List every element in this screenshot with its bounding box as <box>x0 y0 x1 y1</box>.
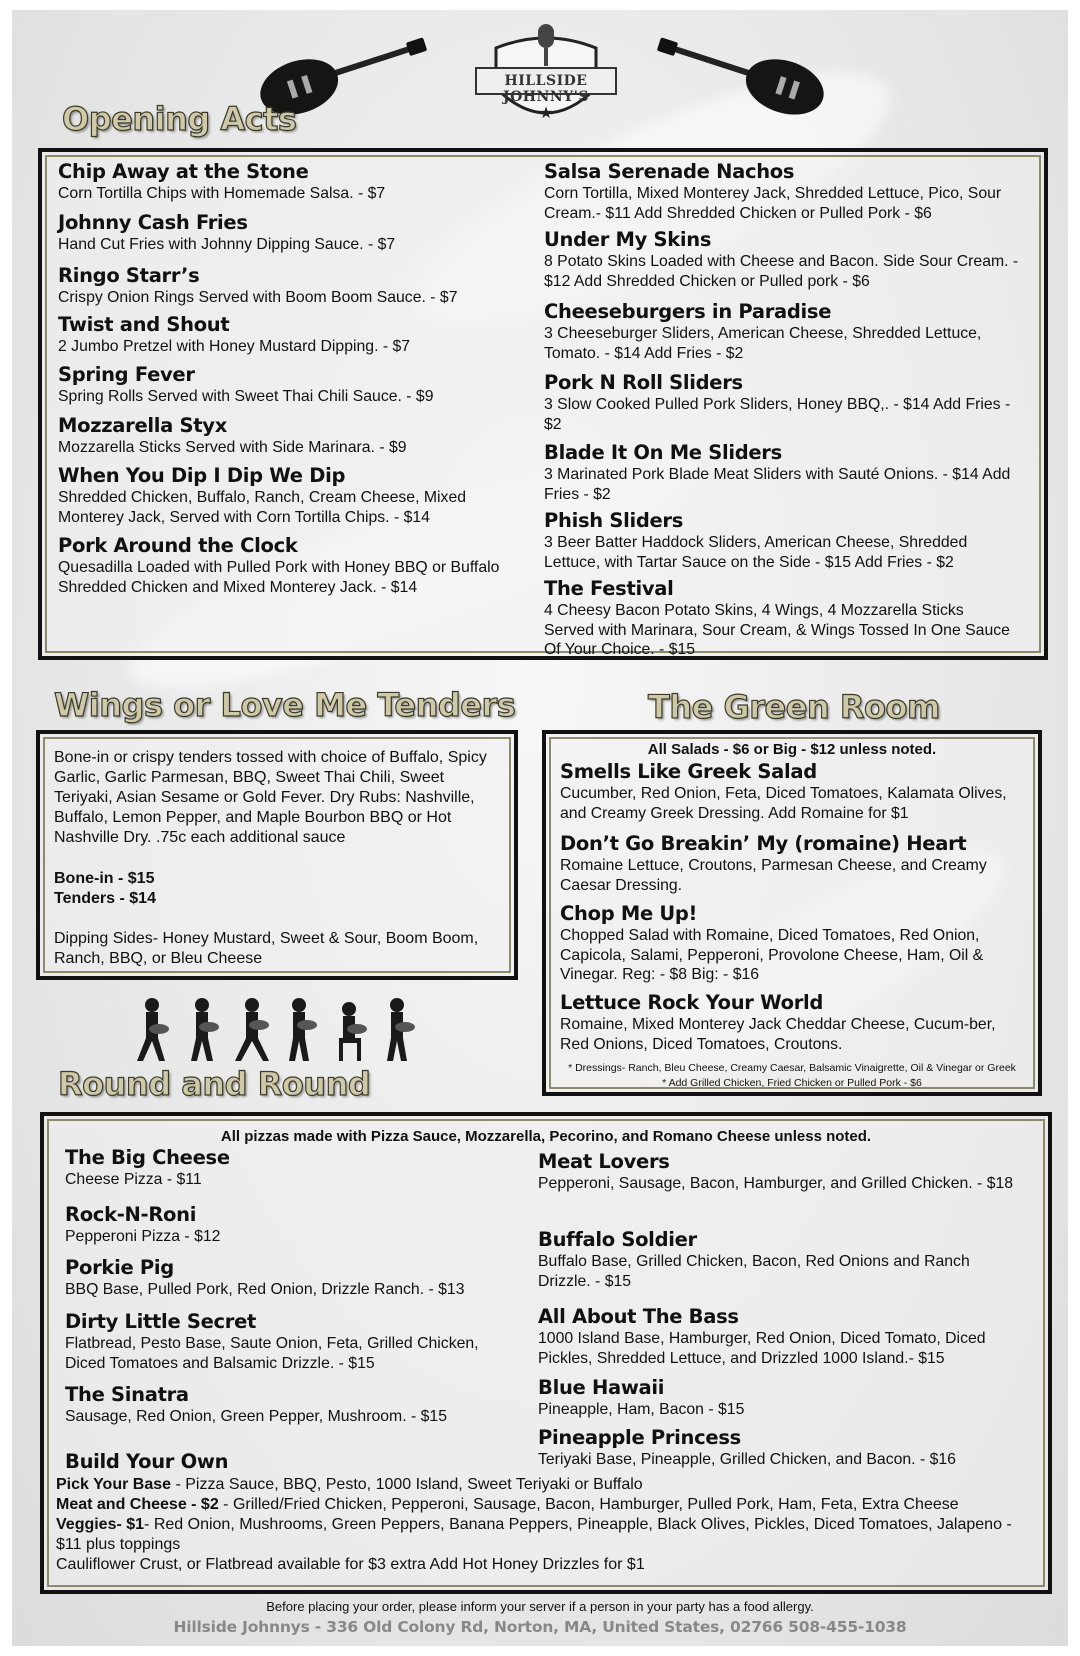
byo-crust-line: Cauliflower Crust, or Flatbread available for $3 extra Add Hot Honey Drizzles for $1 <box>56 1556 645 1573</box>
byo-meat-line <box>56 1495 1046 1515</box>
item-name: Blue Hawaii <box>538 1376 665 1399</box>
allergy-notice: Before placing your order, please inform your server if a person in your party has a food allergy. <box>266 1599 814 1614</box>
item-desc: Cheese Pizza - $11 <box>65 1171 202 1188</box>
item-name: Ringo Starr’s <box>58 264 200 287</box>
item-name: Rock-N-Roni <box>65 1203 197 1226</box>
item-name: Blade It On Me Sliders <box>544 441 782 464</box>
menu-item <box>65 1146 515 1190</box>
address-line: Hillside Johnnys - 336 Old Colony Rd, Norton, MA, United States, 02766 508-455-1038 <box>173 1618 907 1636</box>
item-desc: BBQ Base, Pulled Pork, Red Onion, Drizzle Ranch. - $13 <box>65 1281 465 1298</box>
menu-item <box>65 1203 515 1247</box>
item-name: Meat Lovers <box>538 1150 670 1173</box>
item-desc: Corn Tortilla, Mixed Monterey Jack, Shredded Lettuce, Pico, Sour Cream.- $11 Add Shredded Chicken or Pulled Pork - $6 <box>544 185 1002 222</box>
pizza-note: All pizzas made with Pizza Sauce, Mozzarella, Pecorino, and Romano Cheese unless noted. <box>220 1128 872 1145</box>
item-name: Salsa Serenade Nachos <box>544 160 795 183</box>
item-desc: 3 Beer Batter Haddock Sliders, American Cheese, Shredded Lettuce, with Tartar Sauce on the Side - $15 Add Fries - $2 <box>544 534 968 571</box>
item-desc: Cucumber, Red Onion, Feta, Diced Tomatoes, Kalamata Olives, and Creamy Greek Dressing. Add Romaine for $1 <box>560 785 1007 822</box>
item-name: The Festival <box>544 577 674 600</box>
menu-item <box>538 1150 1018 1194</box>
menu-item <box>544 228 1024 291</box>
item-name: Pineapple Princess <box>538 1426 741 1449</box>
item-desc: Shredded Chicken, Buffalo, Ranch, Cream Cheese, Mixed Monterey Jack, Served with Corn Tortilla Chips. - $14 <box>58 489 467 526</box>
item-name: Spring Fever <box>58 363 195 386</box>
menu-item <box>58 264 518 308</box>
wings-title: Wings or Love Me Tenders <box>54 686 516 724</box>
svg-text:★: ★ <box>538 105 554 122</box>
item-name: All About The Bass <box>538 1305 739 1328</box>
item-desc: Spring Rolls Served with Sweet Thai Chili Sauce. - $9 <box>58 388 434 405</box>
item-desc: 8 Potato Skins Loaded with Cheese and Bacon. Side Sour Cream. - $12 Add Shredded Chicken or Pulled pork - $6 <box>544 253 1019 290</box>
item-desc: 3 Cheeseburger Sliders, American Cheese, Shredded Lettuce, Tomato. - $14 Add Fries - $2 <box>544 325 982 362</box>
menu-item <box>544 300 1024 363</box>
menu-item <box>58 160 518 204</box>
byo-base-text: - Pizza Sauce, BBQ, Pesto, 1000 Island, Sweet Teriyaki or Buffalo <box>171 1476 643 1493</box>
wings-desc: Bone-in or crispy tenders tossed with choice of Buffalo, Spicy Garlic, Garlic Parmesan, BBQ, Sweet Thai Chili, Sweet Teriyaki, Asian Sesame or Gold Fever. Dry Rubs: Nashville, Buffalo, Lemon Pepper, and Maple Bourbon BBQ or Hot Nashville Dry. .75c each additional sauce <box>54 749 487 846</box>
item-name: Johnny Cash Fries <box>58 211 248 234</box>
menu-item <box>58 534 508 597</box>
menu-item <box>58 464 498 527</box>
item-desc: Pineapple, Ham, Bacon - $15 <box>538 1401 745 1418</box>
byo-veg-line <box>56 1515 1016 1555</box>
menu-item <box>544 160 1024 223</box>
menu-item <box>58 313 518 357</box>
menu-item <box>560 832 1030 895</box>
item-desc: Quesadilla Loaded with Pulled Pork with Honey BBQ or Buffalo Shredded Chicken and Mixed Monterey Jack. - $14 <box>58 559 500 596</box>
menu-page <box>12 10 1068 1646</box>
item-name: Pork N Roll Sliders <box>544 371 743 394</box>
menu-item <box>544 509 1024 572</box>
logo <box>466 18 626 138</box>
item-desc: 2 Jumbo Pretzel with Honey Mustard Dipping. - $7 <box>58 338 411 355</box>
item-desc: Chopped Salad with Romaine, Diced Tomatoes, Red Onion, Capicola, Salami, Pepperoni, Provolone Cheese, Ham, Oil & Vinegar. Reg: - $8 Big: - $16 <box>560 927 984 983</box>
menu-item <box>560 991 1020 1054</box>
item-name: Chop Me Up! <box>560 902 698 925</box>
item-desc: Sausage, Red Onion, Green Pepper, Mushroom. - $15 <box>65 1408 447 1425</box>
byo-veg-label: Veggies- $1 <box>56 1516 145 1533</box>
item-desc: Corn Tortilla Chips with Homemade Salsa. - $7 <box>58 185 386 202</box>
bone-in-price: Bone-in - $15 <box>54 870 155 887</box>
menu-item <box>560 902 1030 985</box>
item-name: Chip Away at the Stone <box>58 160 309 183</box>
opening-acts-title: Opening Acts <box>62 100 297 138</box>
item-desc: Teriyaki Base, Pineapple, Grilled Chicken, and Bacon. - $16 <box>538 1451 956 1468</box>
menu-item <box>538 1305 1028 1368</box>
item-name: Phish Sliders <box>544 509 684 532</box>
menu-item <box>58 363 518 407</box>
item-desc: Mozzarella Sticks Served with Side Marinara. - $9 <box>58 439 407 456</box>
item-name: The Sinatra <box>65 1383 189 1406</box>
item-name: Lettuce Rock Your World <box>560 991 824 1014</box>
item-name: The Big Cheese <box>65 1146 230 1169</box>
item-desc: Romaine Lettuce, Croutons, Parmesan Cheese, and Creamy Caesar Dressing. <box>560 857 987 894</box>
menu-item <box>538 1228 1018 1291</box>
menu-item <box>544 441 1034 504</box>
menu-item <box>538 1426 1028 1470</box>
byo-base-line <box>56 1475 1036 1495</box>
item-name: Dirty Little Secret <box>65 1310 257 1333</box>
band-silhouette-icon <box>127 995 427 1065</box>
byo-veg-text: - Red Onion, Mushrooms, Green Peppers, Banana Peppers, Pineapple, Black Olives, Pickles, Diced Tomatoes, Jalapeno - $11 plus toppings <box>56 1516 1012 1553</box>
item-desc: Buffalo Base, Grilled Chicken, Bacon, Red Onions and Ranch Drizzle. - $15 <box>538 1253 970 1290</box>
menu-item <box>65 1256 515 1300</box>
menu-item <box>544 371 1024 434</box>
byo-base-label: Pick Your Base <box>56 1476 172 1493</box>
menu-item <box>65 1383 515 1427</box>
menu-item <box>58 414 518 458</box>
tenders-price: Tenders - $14 <box>54 890 156 907</box>
dipping-sides: Dipping Sides- Honey Mustard, Sweet & Sour, Boom Boom, Ranch, BBQ, or Bleu Cheese <box>54 930 479 967</box>
item-desc: Hand Cut Fries with Johnny Dipping Sauce. - $7 <box>58 236 396 253</box>
menu-item <box>538 1376 1018 1420</box>
item-desc: Flatbread, Pesto Base, Saute Onion, Feta, Grilled Chicken, Diced Tomatoes and Balsamic Drizzle. - $15 <box>65 1335 479 1372</box>
dressings-note: * Dressings- Ranch, Bleu Cheese, Creamy Caesar, Balsamic Vinaigrette, Oil & Vinegar or Greek <box>568 1062 1016 1074</box>
item-name: When You Dip I Dip We Dip <box>58 464 346 487</box>
item-desc: Romaine, Mixed Monterey Jack Cheddar Cheese, Cucum-ber, Red Onions, Diced Tomatoes, Croutons. <box>560 1016 996 1053</box>
salads-note: All Salads - $6 or Big - $12 unless noted. <box>647 741 937 758</box>
byo-meat-label: Meat and Cheese - $2 <box>56 1496 219 1513</box>
item-name: Cheeseburgers in Paradise <box>544 300 832 323</box>
item-desc: 1000 Island Base, Hamburger, Red Onion, Diced Tomato, Diced Pickles, Shredded Lettuce, and Drizzled 1000 Island.- $15 <box>538 1330 986 1367</box>
green-room-title: The Green Room <box>648 688 940 726</box>
item-name: Buffalo Soldier <box>538 1228 697 1251</box>
item-desc: 4 Cheesy Bacon Potato Skins, 4 Wings, 4 Mozzarella Sticks Served with Marinara, Sour Cream, & Wings Tossed In One Sauce Of Your Choice. - $15 <box>544 602 1010 658</box>
pizza-title: Round and Round <box>58 1065 371 1103</box>
item-name: Mozzarella Styx <box>58 414 227 437</box>
byo-meat-text: - Grilled/Fried Chicken, Pepperoni, Sausage, Bacon, Hamburger, Pulled Pork, Ham, Feta, Extra Cheese <box>218 1496 959 1513</box>
menu-item <box>544 577 1014 660</box>
item-name: Porkie Pig <box>65 1256 174 1279</box>
item-name: Smells Like Greek Salad <box>560 760 817 783</box>
item-name: Twist and Shout <box>58 313 230 336</box>
item-name: Pork Around the Clock <box>58 534 298 557</box>
item-desc: 3 Marinated Pork Blade Meat Sliders with Sauté Onions. - $14 Add Fries - $2 <box>544 466 1011 503</box>
item-desc: Pepperoni Pizza - $12 <box>65 1228 221 1245</box>
guitar-right-icon <box>652 28 832 118</box>
byo-title: Build Your Own <box>65 1450 229 1473</box>
item-desc: 3 Slow Cooked Pulled Pork Sliders, Honey BBQ,. - $14 Add Fries - $2 <box>544 396 1011 433</box>
item-desc: Crispy Onion Rings Served with Boom Boom Sauce. - $7 <box>58 289 458 306</box>
logo-text: HILLSIDE JOHNNY'S <box>502 73 590 105</box>
menu-item <box>65 1310 515 1373</box>
menu-item <box>58 211 518 255</box>
add-protein-note: * Add Grilled Chicken, Fried Chicken or Pulled Pork - $6 <box>662 1077 922 1089</box>
menu-item <box>560 760 1030 823</box>
item-desc: Pepperoni, Sausage, Bacon, Hamburger, and Grilled Chicken. - $18 <box>538 1175 1014 1192</box>
item-name: Don’t Go Breakin’ My (romaine) Heart <box>560 832 967 855</box>
item-name: Under My Skins <box>544 228 712 251</box>
